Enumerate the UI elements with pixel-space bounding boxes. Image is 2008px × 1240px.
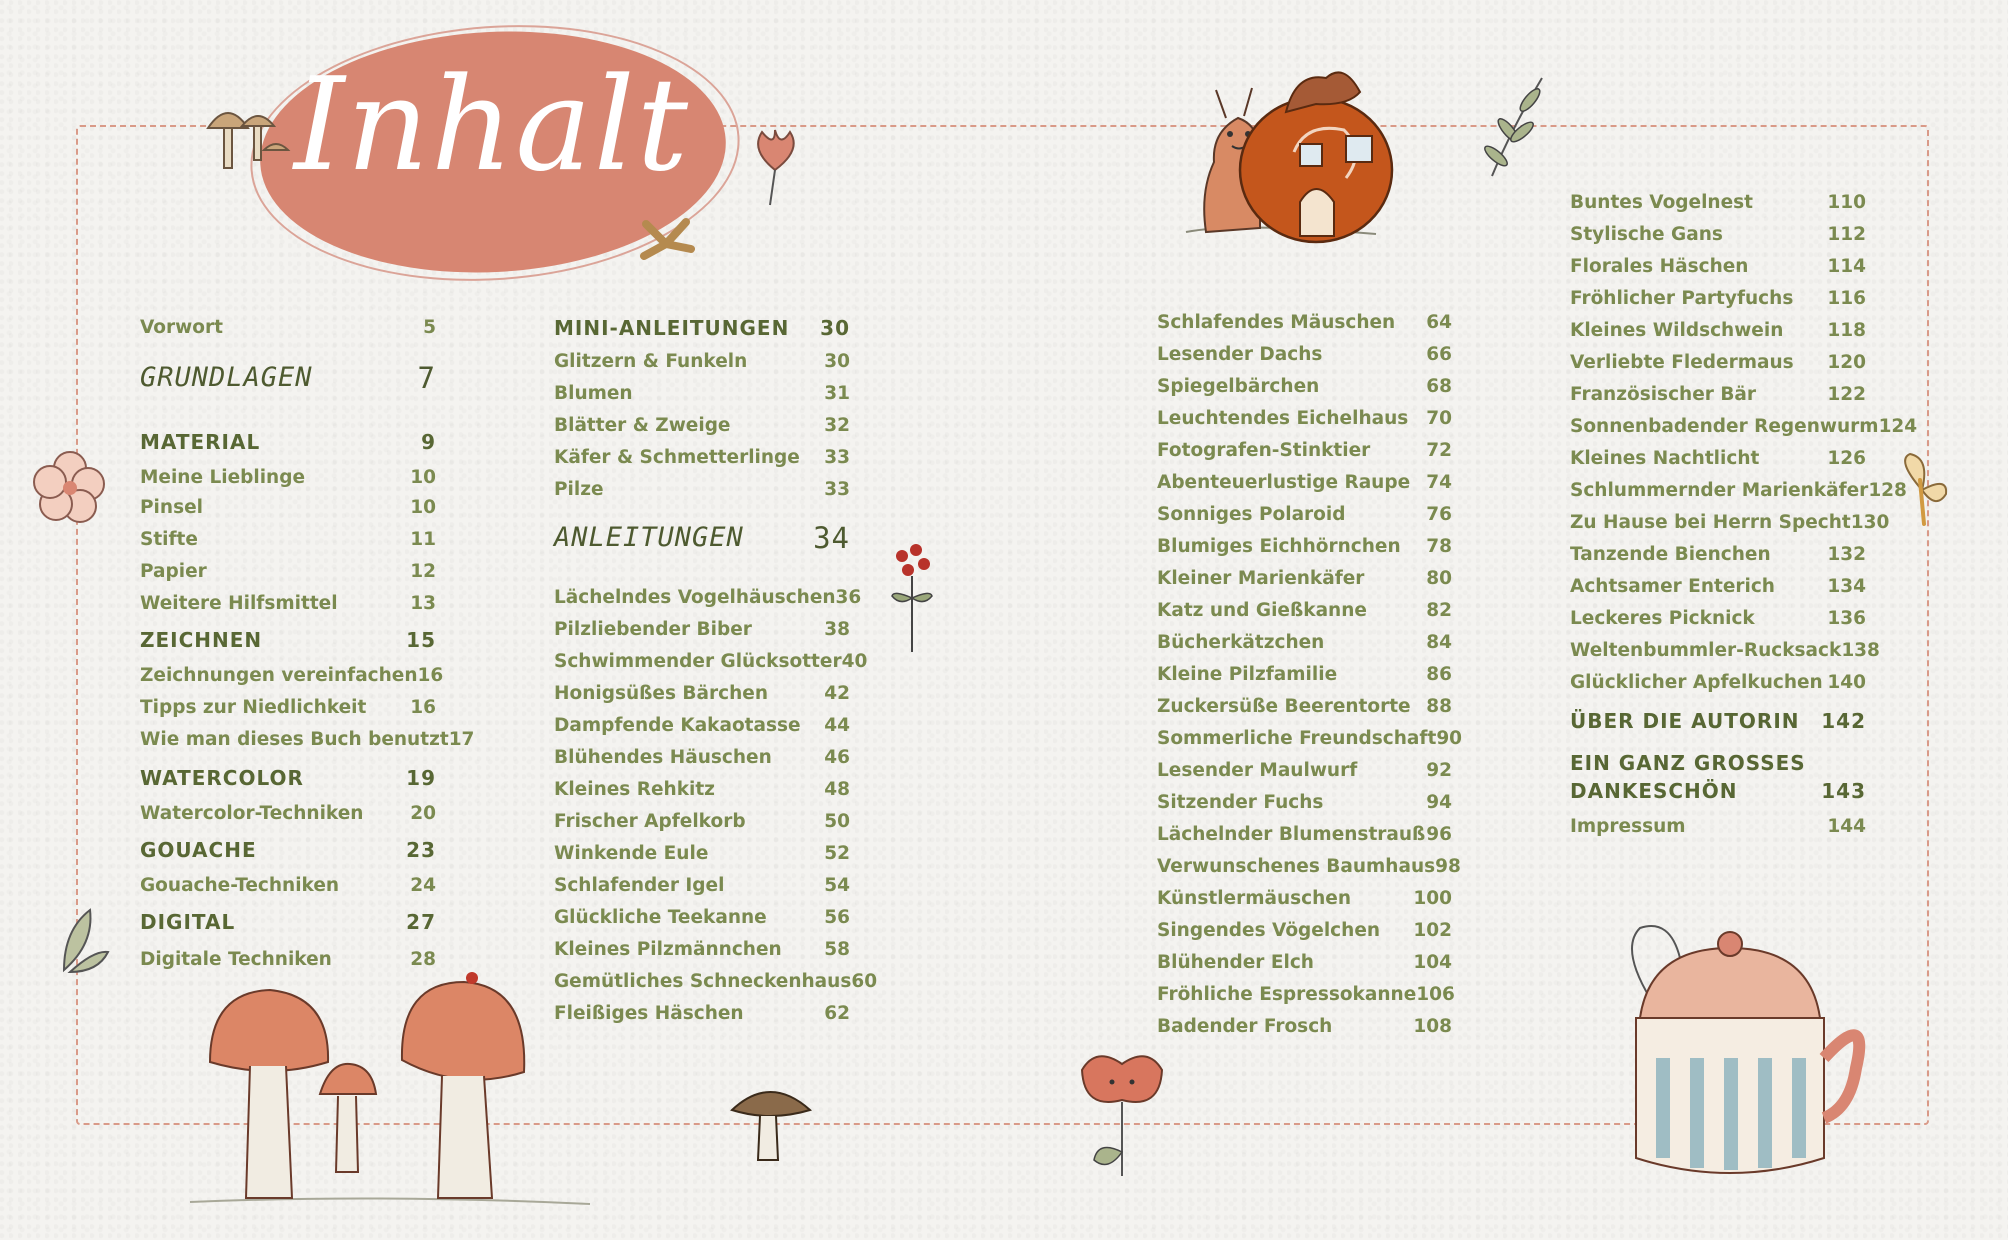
toc-entry-page: 9 <box>421 430 436 454</box>
toc-entry-label: Lesender Maulwurf <box>1157 760 1358 781</box>
teapot-icon <box>1580 908 1880 1208</box>
toc-entry <box>554 714 850 738</box>
branch-icon <box>1472 68 1552 180</box>
toc-entry-page: 24 <box>410 875 436 896</box>
toc-entry <box>1570 543 1866 567</box>
toc-entry-page: 82 <box>1426 600 1452 621</box>
toc-entry-page: 74 <box>1426 472 1452 493</box>
toc-entry-page: 110 <box>1827 192 1866 213</box>
toc-entry-page: 116 <box>1827 288 1866 309</box>
toc-entry-page: 11 <box>410 529 436 550</box>
toc-entry-label: Buntes Vogelnest <box>1570 192 1754 213</box>
toc-entry-page: 58 <box>824 939 850 960</box>
toc-entry-page: 5 <box>423 317 436 338</box>
toc-entry <box>1570 255 1866 279</box>
mushrooms-small-icon <box>198 88 294 180</box>
toc-entry-label: Weltenbummler-Rucksack <box>1570 640 1842 661</box>
toc-entry <box>1157 567 1452 591</box>
toc-entry <box>554 478 850 502</box>
toc-entry-label: MINI-ANLEITUNGEN <box>554 316 790 340</box>
leaf-sprig-icon <box>636 214 696 274</box>
toc-entry <box>140 466 436 490</box>
toc-entry-page: 114 <box>1827 256 1866 277</box>
toc-entry-page: 102 <box>1413 920 1452 941</box>
toc-entry-page: 12 <box>410 561 436 582</box>
toc-entry-label: GRUNDLAGEN <box>140 362 313 393</box>
toc-entry <box>1570 319 1866 343</box>
toc-entry-label: Verwunschenes Baumhaus <box>1157 856 1436 877</box>
toc-entry-label: Stifte <box>140 529 198 550</box>
toc-entry-label: Zeichnungen vereinfachen <box>140 665 418 686</box>
toc-entry-label: Abenteuerlustige Raupe <box>1157 472 1411 493</box>
toc-entry-page: 32 <box>824 415 850 436</box>
toc-entry <box>554 746 850 770</box>
toc-entry-page: 120 <box>1827 352 1866 373</box>
toc-entry <box>554 874 850 898</box>
toc-column-4 <box>1570 191 1918 851</box>
toc-entry-label: Bücherkätzchen <box>1157 632 1325 653</box>
toc-entry-label: Kleines Rehkitz <box>554 779 715 800</box>
toc-entry <box>1157 791 1452 815</box>
toc-entry-label: ANLEITUNGEN <box>554 522 744 553</box>
toc-entry-page: 48 <box>824 779 850 800</box>
toc-entry-page: 140 <box>1827 672 1866 693</box>
toc-entry-label: Lächelnder Blumenstrauß <box>1157 824 1426 845</box>
toc-entry-page: 124 <box>1878 416 1918 437</box>
toc-entry-page: 34 <box>813 521 850 555</box>
toc-entry <box>554 382 850 406</box>
toc-entry-page: 19 <box>406 766 436 790</box>
toc-entry-label: ZEICHNEN <box>140 628 263 652</box>
toc-entry-label: Französischer Bär <box>1570 384 1757 405</box>
toc-entry <box>140 592 436 616</box>
toc-entry <box>554 842 850 866</box>
toc-entry-label: Kleine Pilzfamilie <box>1157 664 1338 685</box>
toc-entry-page: 16 <box>417 665 444 686</box>
toc-entry <box>140 528 436 552</box>
toc-entry-label: Gemütliches Schneckenhaus <box>554 971 852 992</box>
toc-entry-label: Vorwort <box>140 317 223 338</box>
toc-entry-label: Schlafender Igel <box>554 875 725 896</box>
toc-entry <box>1570 383 1866 407</box>
toc-entry-page: 112 <box>1827 224 1866 245</box>
toc-entry-label: Pilzliebender Biber <box>554 619 752 640</box>
toc-entry-label: Stylische Gans <box>1570 224 1723 245</box>
toc-entry-label: Tipps zur Niedlichkeit <box>140 697 367 718</box>
toc-entry <box>1157 855 1461 879</box>
toc-entry-label: MATERIAL <box>140 430 261 454</box>
toc-entry-page: 132 <box>1827 544 1866 565</box>
toc-entry-label: Fotografen-Stinktier <box>1157 440 1371 461</box>
toc-entry <box>140 838 436 862</box>
toc-entry-page: 15 <box>406 628 436 652</box>
leaves-icon <box>54 900 114 980</box>
toc-entry-label: Katz und Gießkanne <box>1157 600 1367 621</box>
toc-entry <box>1570 575 1866 599</box>
toc-entry-label: GOUACHE <box>140 838 257 862</box>
toc-entry-page: 88 <box>1426 696 1452 717</box>
toc-entry <box>1157 503 1452 527</box>
toc-entry-label: Künstlermäuschen <box>1157 888 1352 909</box>
toc-entry <box>1157 343 1452 367</box>
toc-entry <box>554 810 850 834</box>
snail-house-icon <box>1176 52 1400 262</box>
toc-entry <box>1157 695 1452 719</box>
toc-entry-page: 136 <box>1827 608 1866 629</box>
toc-entry <box>1157 663 1452 687</box>
toc-entry-page: 100 <box>1413 888 1452 909</box>
toc-entry-page: 128 <box>1868 480 1907 501</box>
toc-entry <box>554 316 850 340</box>
toc-entry <box>1157 727 1463 751</box>
toc-entry <box>554 1002 850 1026</box>
toc-entry-page: 44 <box>824 715 850 736</box>
toc-entry <box>140 496 436 520</box>
toc-entry <box>1157 951 1452 975</box>
toc-entry-page: 54 <box>824 875 850 896</box>
toc-entry-page: 40 <box>841 651 868 672</box>
toc-entry <box>1570 351 1866 375</box>
toc-entry-label: Kleines Nachtlicht <box>1570 448 1760 469</box>
toc-entry-label: Singendes Vögelchen <box>1157 920 1381 941</box>
toc-entry-page: 66 <box>1426 344 1452 365</box>
toc-entry <box>1157 887 1452 911</box>
toc-entry-label: EIN GANZ GROSSES <box>1570 751 1806 775</box>
toc-entry <box>140 696 436 720</box>
toc-entry-label: Sommerliche Freundschaft <box>1157 728 1437 749</box>
toc-entry-label: Glückliche Teekanne <box>554 907 767 928</box>
toc-entry-label: Florales Häschen <box>1570 256 1749 277</box>
flower-face-icon <box>1070 1040 1174 1180</box>
toc-entry <box>1570 607 1866 631</box>
toc-entry-page: 31 <box>824 383 850 404</box>
toc-entry-label: Sitzender Fuchs <box>1157 792 1324 813</box>
flower-bud-icon <box>740 120 810 210</box>
toc-entry <box>1570 287 1866 311</box>
toc-entry-label: Kleiner Marienkäfer <box>1157 568 1365 589</box>
toc-entry <box>1157 919 1452 943</box>
toc-entry-label: Fröhlicher Partyfuchs <box>1570 288 1794 309</box>
toc-entry-label: Wie man dieses Buch benutzt <box>140 729 449 750</box>
toc-entry-label: DIGITAL <box>140 910 236 934</box>
toc-entry-page: 42 <box>824 683 850 704</box>
toc-entry <box>1157 407 1452 431</box>
toc-entry-page: 70 <box>1426 408 1452 429</box>
toc-entry <box>1570 415 1918 439</box>
toc-entry-label: Watercolor-Techniken <box>140 803 364 824</box>
toc-entry <box>1570 479 1907 503</box>
flower-icon <box>30 446 110 526</box>
toc-entry-label: Blühendes Häuschen <box>554 747 772 768</box>
toc-entry <box>1157 311 1452 335</box>
toc-entry-label: Sonnenbadender Regenwurm <box>1570 416 1879 437</box>
toc-entry-label: Tanzende Bienchen <box>1570 544 1771 565</box>
toc-entry <box>554 521 850 555</box>
toc-entry-page: 92 <box>1426 760 1452 781</box>
toc-entry <box>1570 223 1866 247</box>
toc-entry-page: 144 <box>1827 816 1866 837</box>
toc-entry-page: 104 <box>1413 952 1452 973</box>
toc-entry-page: 72 <box>1426 440 1452 461</box>
toc-entry-label: Achtsamer Enterich <box>1570 576 1775 597</box>
toc-entry-page: 50 <box>824 811 850 832</box>
toc-entry <box>554 446 850 470</box>
toc-entry-label: Papier <box>140 561 207 582</box>
toc-entry <box>1570 709 1866 733</box>
toc-entry-page: 10 <box>410 467 436 488</box>
toc-entry <box>1157 759 1452 783</box>
toc-entry-label: Schlummernder Marienkäfer <box>1570 480 1869 501</box>
toc-entry-page: 108 <box>1413 1016 1452 1037</box>
toc-entry-page: 36 <box>835 587 862 608</box>
toc-entry-page: 13 <box>410 593 436 614</box>
toc-entry-label: Blätter & Zweige <box>554 415 731 436</box>
toc-entry-label: Fröhliche Espressokanne <box>1157 984 1417 1005</box>
toc-entry-page: 86 <box>1426 664 1452 685</box>
toc-entry-label: Digitale Techniken <box>140 949 332 970</box>
toc-entry-label: Kleines Wildschwein <box>1570 320 1784 341</box>
toc-entry-page: 56 <box>824 907 850 928</box>
toc-entry <box>140 910 436 934</box>
toc-entry-page: 126 <box>1827 448 1866 469</box>
toc-entry-label: Meine Lieblinge <box>140 467 306 488</box>
toc-entry-label: Schwimmender Glücksotter <box>554 651 842 672</box>
toc-entry <box>554 414 850 438</box>
toc-entry-page: 7 <box>417 361 436 395</box>
toc-entry-page: 68 <box>1426 376 1452 397</box>
toc-entry <box>554 650 868 674</box>
toc-entry-page: 64 <box>1426 312 1452 333</box>
toc-column-1 <box>140 316 475 976</box>
toc-entry-page: 122 <box>1827 384 1866 405</box>
toc-entry-page: 84 <box>1426 632 1452 653</box>
toc-entry-label: Blühender Elch <box>1157 952 1314 973</box>
toc-entry <box>1157 471 1452 495</box>
toc-entry-label: Fleißiges Häschen <box>554 1003 744 1024</box>
toc-entry-label: Käfer & Schmetterlinge <box>554 447 800 468</box>
toc-entry <box>1570 511 1890 535</box>
berry-sprig-icon <box>884 540 940 660</box>
mushroom-family-icon <box>180 972 600 1222</box>
toc-entry <box>140 316 436 340</box>
toc-column-3 <box>1157 311 1463 1037</box>
toc-entry <box>140 874 436 898</box>
toc-entry-label: Weitere Hilfsmittel <box>140 593 338 614</box>
toc-entry-page: 27 <box>406 910 436 934</box>
toc-entry-page: 94 <box>1426 792 1452 813</box>
toc-entry <box>1570 639 1880 663</box>
toc-entry-label: Verliebte Fledermaus <box>1570 352 1794 373</box>
toc-entry <box>554 906 850 930</box>
toc-entry-page: 134 <box>1827 576 1866 597</box>
toc-entry-page: 60 <box>851 971 878 992</box>
toc-entry <box>1570 779 1866 803</box>
toc-entry-page: 80 <box>1426 568 1452 589</box>
toc-entry-label: Pilze <box>554 479 604 500</box>
toc-entry <box>1157 535 1452 559</box>
toc-entry <box>1157 1015 1452 1039</box>
toc-entry-label: DANKESCHÖN <box>1570 779 1738 803</box>
toc-entry-page: 46 <box>824 747 850 768</box>
toc-entry-page: 10 <box>410 497 436 518</box>
toc-entry <box>554 970 878 994</box>
toc-entry <box>1570 815 1866 839</box>
toc-entry-page: 90 <box>1436 728 1463 749</box>
toc-entry <box>140 628 436 652</box>
toc-entry <box>140 664 444 688</box>
toc-entry-label: Sonniges Polaroid <box>1157 504 1346 525</box>
toc-entry-label: Winkende Eule <box>554 843 709 864</box>
toc-entry <box>1570 671 1866 695</box>
toc-entry-label: Lesender Dachs <box>1157 344 1323 365</box>
toc-entry-page: 16 <box>410 697 436 718</box>
toc-entry-label: Kleines Pilzmännchen <box>554 939 782 960</box>
toc-entry-label: Pinsel <box>140 497 203 518</box>
toc-entry-label: WATERCOLOR <box>140 766 304 790</box>
toc-entry <box>140 802 436 826</box>
toc-entry-label: Blumen <box>554 383 633 404</box>
toc-entry <box>1570 751 1866 775</box>
toc-entry <box>554 618 850 642</box>
toc-entry-page: 142 <box>1821 709 1866 733</box>
toc-entry-page: 30 <box>820 316 850 340</box>
toc-entry-page: 143 <box>1821 779 1866 803</box>
toc-entry-page: 38 <box>824 619 850 640</box>
toc-entry-label: ÜBER DIE AUTORIN <box>1570 709 1800 733</box>
mushroom-icon <box>728 1074 814 1166</box>
toc-entry <box>554 778 850 802</box>
page-title: Inhalt <box>293 51 691 200</box>
toc-entry <box>554 682 850 706</box>
toc-entry <box>1157 375 1452 399</box>
toc-column-2 <box>554 316 878 1036</box>
toc-entry-label: Honigsüßes Bärchen <box>554 683 768 704</box>
toc-entry <box>140 766 436 790</box>
toc-entry-label: Zuckersüße Beerentorte <box>1157 696 1411 717</box>
toc-entry <box>140 560 436 584</box>
toc-entry-page: 23 <box>406 838 436 862</box>
toc-entry-page: 62 <box>824 1003 850 1024</box>
toc-entry <box>1157 823 1452 847</box>
toc-entry-page: 78 <box>1426 536 1452 557</box>
toc-entry <box>1157 631 1452 655</box>
toc-entry-label: Gouache-Techniken <box>140 875 340 896</box>
toc-entry <box>140 948 436 972</box>
toc-entry-page: 33 <box>824 447 850 468</box>
toc-entry-page: 30 <box>824 351 850 372</box>
toc-entry <box>140 728 475 752</box>
toc-entry-label: Leckeres Picknick <box>1570 608 1755 629</box>
toc-entry-page: 138 <box>1841 640 1880 661</box>
toc-entry-page: 20 <box>410 803 436 824</box>
toc-entry-page: 106 <box>1416 984 1455 1005</box>
toc-entry-page: 96 <box>1426 824 1452 845</box>
toc-entry <box>1157 439 1452 463</box>
toc-entry-page: 52 <box>824 843 850 864</box>
toc-entry-label: Frischer Apfelkorb <box>554 811 746 832</box>
toc-entry-label: Leuchtendes Eichelhaus <box>1157 408 1409 429</box>
toc-entry <box>554 938 850 962</box>
toc-entry <box>1570 191 1866 215</box>
toc-entry-page: 130 <box>1850 512 1890 533</box>
toc-entry-label: Dampfende Kakaotasse <box>554 715 801 736</box>
toc-entry-page: 98 <box>1435 856 1461 877</box>
toc-entry-page: 118 <box>1827 320 1866 341</box>
toc-entry-label: Blumiges Eichhörnchen <box>1157 536 1401 557</box>
toc-entry-label: Badender Frosch <box>1157 1016 1333 1037</box>
toc-entry-label: Lächelndes Vogelhäuschen <box>554 587 836 608</box>
toc-entry-page: 17 <box>448 729 475 750</box>
toc-entry <box>1157 599 1452 623</box>
toc-entry-label: Zu Hause bei Herrn Specht <box>1570 512 1851 533</box>
toc-entry <box>140 361 436 395</box>
toc-entry-page: 33 <box>824 479 850 500</box>
toc-entry <box>140 430 436 454</box>
toc-entry-label: Spiegelbärchen <box>1157 376 1320 397</box>
toc-entry <box>554 586 862 610</box>
toc-entry <box>1570 447 1866 471</box>
toc-entry-page: 28 <box>410 949 436 970</box>
toc-entry-label: Glitzern & Funkeln <box>554 351 748 372</box>
toc-entry-page: 76 <box>1426 504 1452 525</box>
toc-entry <box>1157 983 1455 1007</box>
toc-entry <box>554 350 850 374</box>
toc-entry-label: Impressum <box>1570 816 1686 837</box>
toc-entry-label: Schlafendes Mäuschen <box>1157 312 1396 333</box>
toc-entry-label: Glücklicher Apfelkuchen <box>1570 672 1823 693</box>
